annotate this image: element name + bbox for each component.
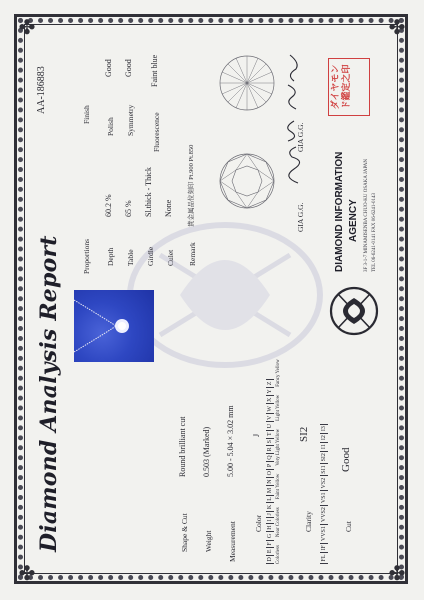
agency-seal-stamp — [328, 58, 370, 116]
clarity-grade-cell: IF — [320, 544, 328, 553]
symmetry-value: Good — [124, 59, 133, 77]
color-grade-cell: M — [266, 486, 274, 495]
color-grade-group-label: Near Colorless — [276, 507, 281, 538]
agency-logo-icon — [328, 282, 380, 340]
weight-value: 0.503 (Marked) — [202, 426, 211, 477]
clarity-grade-cell: VS1 — [320, 491, 328, 506]
culet-value: None — [164, 199, 173, 217]
color-grade-cell: F — [266, 541, 274, 548]
color-grade-cell: E — [266, 548, 274, 556]
color-grade-cell: D — [266, 556, 274, 564]
color-grade-cell: G — [266, 532, 274, 540]
agency-address: 3F 3-1-7 MINAMISENBA CHUO-KU OSAKA JAPAN — [364, 158, 369, 272]
color-grade-cell: H — [266, 524, 274, 532]
report-content — [28, 28, 396, 572]
table-label: Table — [126, 249, 135, 266]
depth-label: Depth — [106, 247, 115, 266]
color-grade-cell: O — [266, 470, 274, 478]
color-label: Color — [254, 514, 263, 532]
pendant-image-icon — [74, 290, 154, 362]
color-grade-group-label: Light Yellow — [276, 394, 281, 421]
clarity-grade-cell: SI1 — [320, 464, 328, 476]
clarity-grade-cell: I3 — [320, 424, 328, 434]
corner-ornament-icon: ✤ — [388, 561, 406, 585]
color-grade-cell: L — [266, 496, 274, 504]
clarity-grade-scale — [320, 424, 328, 564]
color-grade-cell: X — [266, 396, 274, 404]
report-title: Diamond Analysis Report — [36, 235, 62, 552]
color-grade-group-label: Very Light Yellow — [276, 428, 281, 466]
clarity-grade-cell: VS2 — [320, 476, 328, 491]
color-grade-cell: J — [266, 512, 274, 518]
fluorescence-value: Faint blue — [150, 54, 159, 87]
measurement-label: Measurement — [228, 521, 237, 562]
corner-ornament-icon: ✤ — [18, 561, 36, 585]
color-grade-cell: P — [266, 462, 274, 469]
culet-label: Culet — [166, 249, 175, 266]
cut-value: Good — [340, 447, 352, 472]
color-grade-cell: R — [266, 446, 274, 454]
color-grade-cell: V — [266, 414, 274, 422]
color-grade-cell: U — [266, 423, 274, 431]
diamond-photo — [74, 290, 154, 362]
weight-label: Weight — [204, 530, 213, 552]
crown-view-diagram-icon — [218, 152, 276, 210]
color-grade-scale — [266, 379, 274, 564]
corner-ornament-icon: ✤ — [388, 15, 406, 39]
polish-label: Polish — [106, 117, 115, 136]
shape-cut-label: Shape & Cut — [180, 513, 189, 552]
corner-ornament-icon: ✤ — [18, 15, 36, 39]
color-grade-group-label: Faint Yellow — [276, 473, 281, 500]
clarity-grade-cell: VVS2 — [320, 506, 328, 525]
clarity-value: SI2 — [298, 426, 310, 442]
clarity-label: Clarity — [304, 511, 313, 532]
color-grade-cell: Y — [266, 388, 274, 396]
fluorescence-label: Fluorescence — [152, 112, 161, 152]
finish-label: Finish — [82, 105, 91, 124]
color-grade-cell: T — [266, 431, 274, 439]
color-value: J — [252, 433, 261, 437]
color-grade-subscale — [276, 359, 281, 564]
color-grade-cell: Q — [266, 454, 274, 462]
pavilion-view-diagram-icon — [218, 54, 276, 112]
girdle-value: Sl.thick - Thick — [144, 167, 153, 217]
handwritten-signature-icon — [278, 47, 306, 187]
measurement-value: 5.00 - 5.04 × 3.02 mm — [226, 405, 235, 477]
color-grade-cell: K — [266, 503, 274, 511]
gia-gg-label: GIA G.G. — [296, 202, 305, 232]
clarity-grade-cell: I2 — [320, 434, 328, 443]
girdle-label: Girdle — [146, 246, 155, 266]
color-grade-cell: S — [266, 439, 274, 446]
clarity-grade-cell: SI2 — [320, 452, 328, 464]
color-grade-cell: W — [266, 404, 274, 414]
clarity-grade-cell: I1 — [320, 443, 328, 452]
table-value: 65 % — [124, 200, 133, 217]
depth-value: 60.2 % — [104, 194, 113, 217]
proportions-heading: Proportions — [82, 238, 91, 274]
symmetry-label: Symmetry — [126, 104, 135, 136]
clarity-grade-cell: VVS1 — [320, 525, 328, 544]
color-grade-group-label: Fancy Yellow — [276, 359, 281, 387]
remark-label: Remark — [188, 242, 197, 266]
color-grade-group-label: Colorless — [276, 545, 281, 564]
agency-name-line2: AGENCY — [348, 199, 359, 242]
color-grade-cell: N — [266, 478, 274, 486]
clarity-grade-cell: FL — [320, 553, 328, 564]
agency-name: DIAMOND INFORMATION — [334, 151, 345, 272]
color-grade-cell: I — [266, 518, 274, 524]
shape-cut-value: Round brilliant cut — [178, 416, 187, 477]
certificate-number: AA-186883 — [36, 66, 47, 114]
polish-value: Good — [104, 59, 113, 77]
cut-label: Cut — [344, 521, 353, 532]
agency-phone: TEL 06-6241-0141 FAX 06-6241-0143 — [372, 192, 377, 272]
color-grade-cell: Z — [266, 379, 274, 388]
remark-value: 貴金属品位刻印 Pt.900 Pt.850 — [188, 144, 195, 227]
gia-gg-label-2: GIA G.G. — [296, 122, 305, 152]
seal-text: ダイヤモンド鑑定之印 — [331, 64, 352, 110]
